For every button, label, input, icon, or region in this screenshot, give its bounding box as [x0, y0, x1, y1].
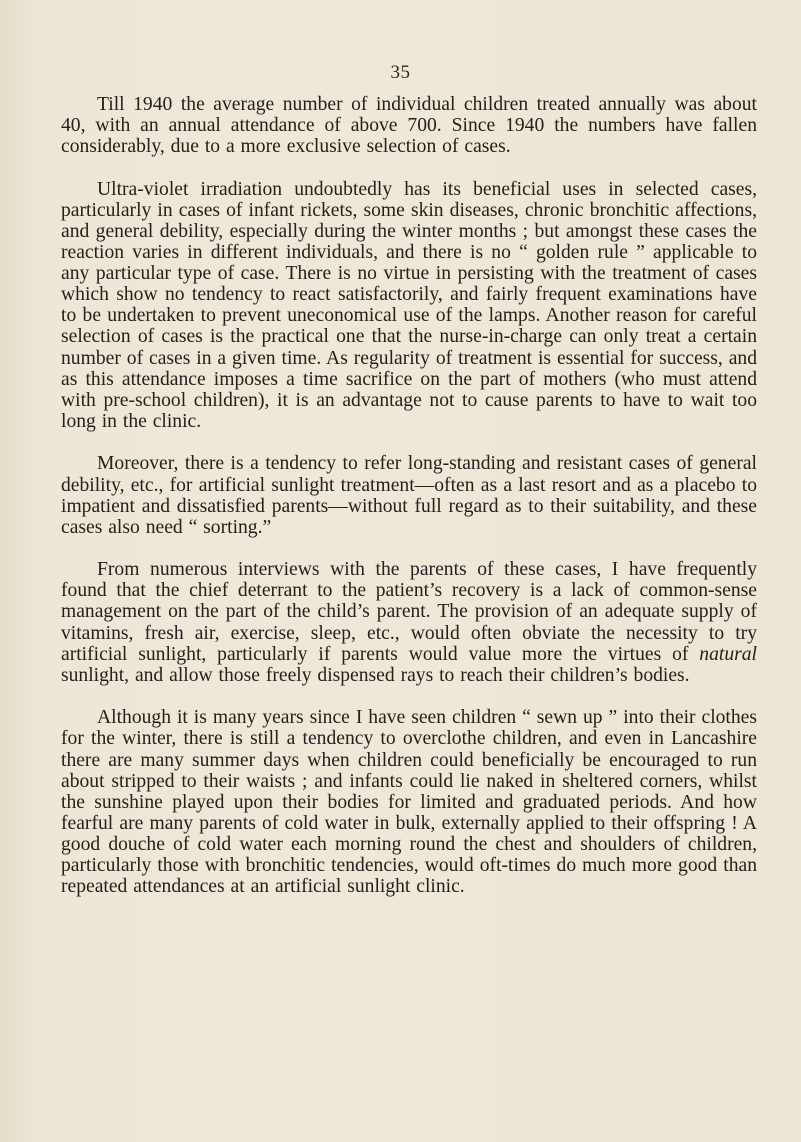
paragraph-parent-interviews-part-1: From numerous interviews with the parents of these cases, I have frequently found that the chief deterrant to the patient’s recovery is a lack of common-sense management on the part of the child’s parent. The provision of an adequate supply of vitamins, fresh air, exercise, sleep, etc., would often obviate the necessity to try artificial sunlight, particularly if parents would value more the virtues of: [61, 559, 757, 665]
page-number: 35: [390, 62, 411, 83]
paragraph-attendance-history: Till 1940 the average number of individual children treated annually was about 40, with an annual attendance of above 700. Since 1940 the numbers have fallen considerably, due to a more exclusive selection of cases.: [61, 94, 757, 158]
paragraph-parent-interviews: [61, 559, 757, 686]
emphasis-natural: natural: [699, 643, 757, 665]
paragraph-parent-interviews-part-2: sunlight, and allow those freely dispensed rays to reach their children’s bodies.: [61, 664, 690, 686]
paragraph-overclothing: Although it is many years since I have seen children “ sewn up ” into their clothes for the winter, there is still a tendency to overclothe children, and even in Lancashire there are many summer days when children could beneficially be encouraged to run about stripped to their waists ; and infants could lie naked in sheltered corners, whilst the sunshine played upon their bodies for limited and graduated periods. And how fearful are many parents of cold water in bulk, externally applied to their offspring ! A good douche of cold water each morning round the chest and shoulders of children, particularly those with bronchitic tendencies, would oft-times do much more good than repeated attendances at an artificial sunlight clinic.: [61, 707, 757, 898]
body-text: [61, 94, 757, 897]
paragraph-ultra-violet-uses: Ultra-violet irradiation undoubtedly has its beneficial uses in selected cases, particularly in cases of infant rickets, some skin diseases, chronic bronchitic affections, and general debility, especially during the winter months ; but amongst these cases the reaction varies in different individuals, and there is no “ golden rule ” applicable to any particular type of case. There is no virtue in persisting with the treatment of cases which show no tendency to react satisfactorily, and fairly frequent examinations have to be undertaken to prevent uneconomical use of the lamps. Another reason for careful selection of cases is the practical one that the nurse-in-charge can only treat a certain number of cases in a given time. As regularity of treatment is essential for success, and as this attendance imposes a time sacrifice on the part of mothers (who must attend with pre-school children), it is an advantage not to cause parents to have to wait too long in the clinic.: [61, 178, 757, 432]
paragraph-resistant-cases: Moreover, there is a tendency to refer long-standing and resistant cases of general debility, etc., for artificial sunlight treatment—often as a last resort and as a placebo to impatient and dissatisfied parents—without full regard as to their suitability, and these cases also need “ sorting.”: [61, 453, 757, 538]
